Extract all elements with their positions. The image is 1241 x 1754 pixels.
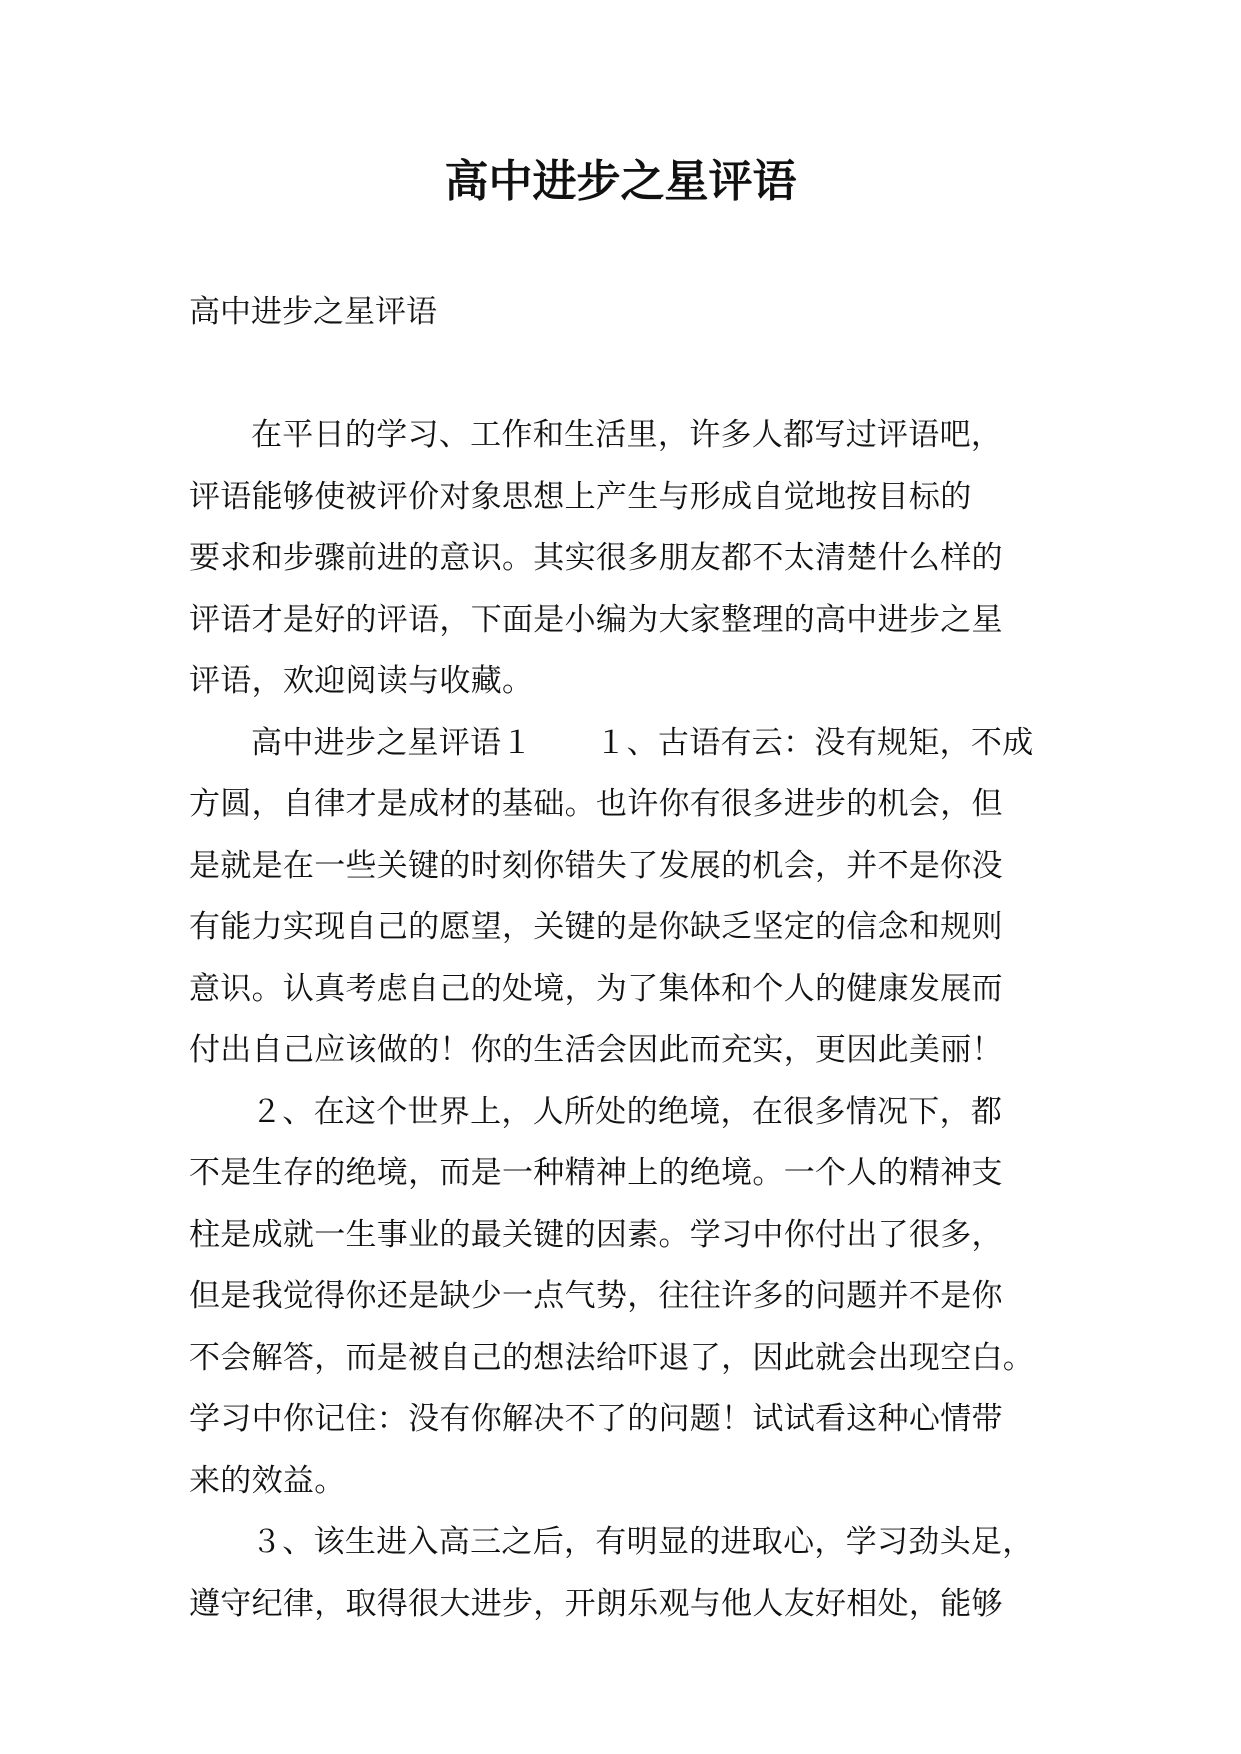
document-subtitle: 高中进步之星评语	[189, 294, 437, 330]
document-body	[189, 405, 1071, 1635]
body-line: 不是生存的绝境，而是一种精神上的绝境。一个人的精神支	[189, 1155, 1003, 1191]
body-line: 评语能够使被评价对象思想上产生与形成自觉地按目标的	[189, 478, 972, 515]
body-line: 评语才是好的评语，下面是小编为大家整理的高中进步之星	[189, 601, 1003, 638]
body-line: 在平日的学习、工作和生活里，许多人都写过评语吧，	[251, 417, 1003, 453]
body-line: 评语，欢迎阅读与收藏。	[189, 663, 534, 699]
body-line: ３、该生进入高三之后，有明显的进取心，学习劲头足，	[251, 1524, 1034, 1560]
body-line: 高中进步之星评语１ １、古语有云：没有规矩，不成	[251, 724, 1034, 761]
body-line: 是就是在一些关键的时刻你错失了发展的机会，并不是你没	[189, 847, 1003, 884]
body-line: 有能力实现自己的愿望，关键的是你缺乏坚定的信念和规则	[189, 909, 1003, 945]
body-line: 意识。认真考虑自己的处境，为了集体和个人的健康发展而	[189, 970, 1003, 1007]
body-line: 遵守纪律，取得很大进步，开朗乐观与他人友好相处，能够	[189, 1585, 1003, 1622]
body-line: 方圆，自律才是成材的基础。也许你有很多进步的机会，但	[189, 786, 1003, 822]
body-line: 学习中你记住：没有你解决不了的问题！试试看这种心情带	[189, 1401, 1003, 1437]
body-line: 来的效益。	[189, 1462, 346, 1499]
document-title: 高中进步之星评语	[444, 156, 797, 207]
body-line: ２、在这个世界上，人所处的绝境，在很多情况下，都	[251, 1093, 1003, 1130]
body-line: 柱是成就一生事业的最关键的因素。学习中你付出了很多，	[189, 1216, 1003, 1253]
body-line: 但是我觉得你还是缺少一点气势，往往许多的问题并不是你	[189, 1278, 1003, 1314]
body-line: 付出自己应该做的！你的生活会因此而充实，更因此美丽！	[189, 1032, 1003, 1068]
body-line: 不会解答，而是被自己的想法给吓退了，因此就会出现空白。	[189, 1339, 1035, 1376]
body-line: 要求和步骤前进的意识。其实很多朋友都不太清楚什么样的	[189, 540, 1003, 576]
